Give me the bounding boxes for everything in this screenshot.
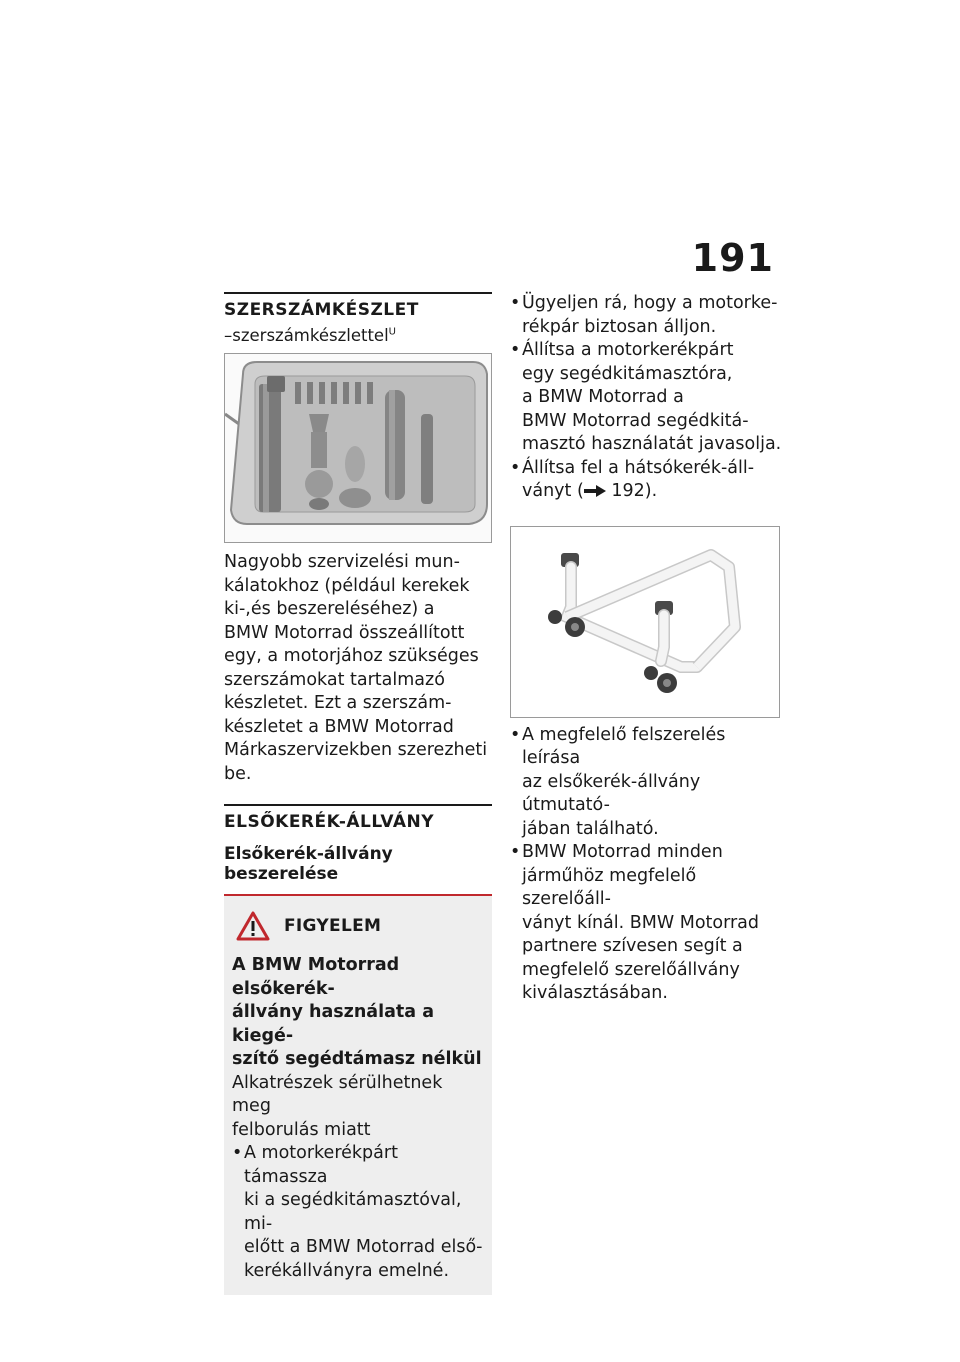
bullet-list bbox=[510, 292, 782, 504]
text-line: • A megfelelő felszerelés leírása bbox=[522, 724, 726, 768]
page-number: 191 bbox=[691, 236, 774, 280]
section-divider bbox=[224, 804, 492, 806]
page-reference-link[interactable]: 192). bbox=[611, 481, 658, 501]
text-line: az elsőkerék-állvány útmutató- bbox=[522, 771, 701, 815]
toolkit-subline-text: –szerszámkészlettel bbox=[224, 326, 389, 345]
toolkit-figure bbox=[224, 353, 492, 543]
rear-stand-figure bbox=[510, 526, 780, 718]
text-line: készletet a BMW Motorrad bbox=[224, 716, 454, 737]
text-line: felborulás miatt bbox=[232, 1119, 371, 1140]
list-item bbox=[510, 339, 782, 457]
text-line: • BMW Motorrad minden bbox=[522, 842, 723, 862]
text-line: Alkatrészek sérülhetnek meg bbox=[232, 1072, 443, 1116]
toolkit-illustration bbox=[225, 354, 491, 542]
text-line: • Ügyeljen rá, hogy a motorke- bbox=[522, 293, 778, 313]
text-line: ki-,és beszereléséhez) a bbox=[224, 599, 435, 619]
list-item bbox=[232, 1142, 484, 1283]
text-line: rékpár biztosan álljon. bbox=[522, 316, 717, 337]
text-line: jában található. bbox=[522, 818, 659, 839]
text-line-with-reference bbox=[522, 480, 782, 504]
toolkit-subline-sup: U bbox=[388, 326, 396, 338]
page-reference-arrow-icon bbox=[584, 485, 606, 497]
text-line: • Állítsa fel a hátsókerék-áll- bbox=[522, 457, 755, 478]
text-line: készletet. Ezt a szerszám- bbox=[224, 693, 452, 713]
toolkit-heading: SZERSZÁMKÉSZLET bbox=[224, 300, 419, 320]
text-line: járműhöz megfelelő szerelőáll- bbox=[522, 865, 697, 909]
warning-box bbox=[224, 894, 492, 1295]
warning-text bbox=[232, 1072, 484, 1143]
section-divider bbox=[224, 292, 492, 294]
text-line: A BMW Motorrad elsőkerék- bbox=[232, 955, 400, 999]
text-line: szítő segédtámasz nélkül bbox=[232, 1049, 482, 1069]
bullet-list bbox=[510, 724, 782, 1006]
text-line: • A motorkerékpárt támassza bbox=[244, 1143, 398, 1187]
warning-bold-text bbox=[232, 954, 484, 1072]
list-item bbox=[510, 292, 782, 339]
text-line: Nagyobb szervizelési mun- bbox=[224, 552, 460, 572]
list-item bbox=[510, 724, 782, 842]
text-line: kerékállványra emelné. bbox=[244, 1260, 450, 1281]
front-stand-subtitle: Elsőkerék-állvány beszerelése bbox=[224, 844, 393, 884]
list-item bbox=[510, 841, 782, 1006]
text-line: be. bbox=[224, 763, 252, 784]
front-stand-heading: ELSŐKERÉK-ÁLLVÁNY bbox=[224, 812, 435, 832]
text-line: állvány használata a kiegé- bbox=[232, 1002, 435, 1046]
text-line: Márkaszervizekben szerezheti bbox=[224, 740, 488, 760]
text-line: BMW Motorrad segédkitá- bbox=[522, 410, 749, 431]
text-line: BMW Motorrad összeállított bbox=[224, 622, 465, 643]
warning-triangle-icon bbox=[236, 911, 270, 941]
warning-bullet-list bbox=[232, 1142, 484, 1283]
text-line: előtt a BMW Motorrad első- bbox=[244, 1237, 483, 1257]
left-column bbox=[224, 292, 492, 1295]
text-line: ki a segédkitámasztóval, mi- bbox=[244, 1190, 462, 1234]
text-line: partnere szívesen segít a bbox=[522, 936, 743, 956]
text-line: megfelelő szerelőállvány bbox=[522, 959, 740, 980]
text-line: kálatokhoz (például kerekek bbox=[224, 575, 470, 596]
text-line: egy segédkitámasztóra, bbox=[522, 363, 733, 384]
toolkit-subline bbox=[224, 326, 492, 345]
toolkit-paragraph bbox=[224, 551, 492, 786]
warning-title: FIGYELEM bbox=[284, 916, 382, 936]
text-line: kiválasztásában. bbox=[522, 983, 668, 1003]
text-line: • Állítsa a motorkerékpárt bbox=[522, 340, 734, 360]
text-line: ványt kínál. BMW Motorrad bbox=[522, 912, 760, 933]
reference-prefix: ványt ( bbox=[522, 481, 584, 501]
list-item bbox=[510, 457, 782, 504]
text-line: szerszámokat tartalmazó bbox=[224, 669, 445, 690]
text-line: masztó használatát javasolja. bbox=[522, 434, 782, 454]
warning-header bbox=[232, 908, 484, 944]
text-line: egy, a motorjához szükséges bbox=[224, 646, 479, 666]
right-column bbox=[510, 292, 782, 1006]
text-line: a BMW Motorrad a bbox=[522, 387, 684, 407]
rear-stand-illustration bbox=[511, 527, 779, 717]
